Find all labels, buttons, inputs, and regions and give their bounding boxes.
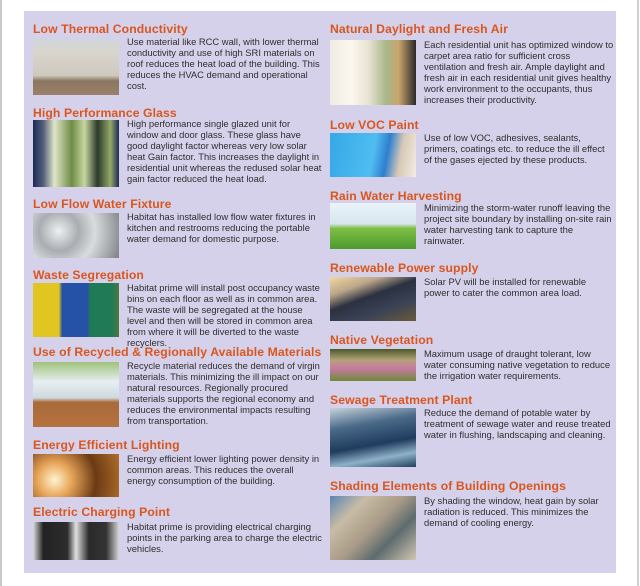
- paint-roller-photo: [330, 133, 416, 177]
- open-window-photo: [330, 40, 416, 105]
- feature-description: Use of low VOC, adhesives, sealants, primers, coatings etc. to reduce the ill effect of the gases ejected by these products.: [424, 132, 605, 165]
- feature-title: Electric Charging Point: [33, 505, 171, 519]
- feature-description: Maximum usage of draught tolerant, low water consuming native vegetation to reduce the irrigation water requirements.: [424, 348, 611, 381]
- left-border: [0, 0, 2, 586]
- feature-title: Use of Recycled & Regionally Available Materials: [33, 345, 322, 359]
- feature-description: Use material like RCC wall, with lower thermal conductivity and use of high SRI materials on roof reduces the heat load of the building. This reduces the HVAC demand and operational cost.: [127, 36, 320, 91]
- feature-title: Rain Water Harvesting: [330, 189, 462, 203]
- water-tap-photo: [33, 213, 119, 258]
- feature-description: Each residential unit has optimized window to carpet area ratio for sufficient cross ventilation and fresh air. Ample daylight and fresh air in each residential unit gives healthy work environment to the occupants, thus increases their productivity.: [424, 39, 614, 105]
- feature-title: Low Flow Water Fixture: [33, 197, 172, 211]
- feature-title: Energy Efficient Lighting: [33, 438, 180, 452]
- concrete-wall-photo: [33, 39, 119, 95]
- feature-description: Energy efficient lower lighting power density in common areas. This reduces the overall energy consumption of the building.: [127, 453, 320, 486]
- feature-title: Low Thermal Conductivity: [33, 22, 188, 36]
- feature-title: Shading Elements of Building Openings: [330, 479, 566, 493]
- waste-bins-photo: [33, 283, 119, 337]
- feature-description: Recycle material reduces the demand of virgin materials. This minimizing the ill impact on our natural resources. Regionally procured materials supports the regional economy and reduces the environmental impacts resulting from transportation.: [127, 360, 320, 426]
- right-border: [637, 0, 639, 586]
- solar-panels-photo: [330, 277, 416, 321]
- feature-description: Habitat prime will install post occupancy waste bins on each floor as well as in common area. The waste will be segregated at the house level and then will be stored in common area from where it will be diverted to the waste recyclers.: [127, 282, 320, 348]
- feature-title: Renewable Power supply: [330, 261, 479, 275]
- feature-description: By shading the window, heat gain by solar radiation is reduced. This minimizes the demand of cooling energy.: [424, 495, 599, 528]
- feature-title: Natural Daylight and Fresh Air: [330, 22, 508, 36]
- feature-title: Native Vegetation: [330, 333, 434, 347]
- sewage-plant-photo: [330, 408, 416, 467]
- feature-description: Reduce the demand of potable water by treatment of sewage water and reuse treated water in flushing, landscaping and cleaning.: [424, 407, 611, 440]
- rainwater-diagram: [330, 203, 416, 249]
- light-bulbs-photo: [33, 454, 119, 497]
- feature-description: Habitat has installed low flow water fixtures in kitchen and restrooms reducing the portable water demand for domestic purpose.: [127, 211, 316, 244]
- feature-description: Solar PV will be installed for renewable power to cater the common area load.: [424, 276, 587, 298]
- feature-title: Sewage Treatment Plant: [330, 393, 473, 407]
- recycled-bottles-photo: [33, 362, 119, 427]
- feature-description: Minimizing the storm-water runoff leaving the project site boundary by installing on-site rain water harvesting tank to capture the rainwater.: [424, 202, 612, 246]
- feature-description: High performance single glazed unit for window and door glass. These glass have good daylight factor whereas very low solar heat Gain factor. This increases the daylight in residential unit whereas the redused solar heat gain factor reduced the heat load.: [127, 118, 322, 184]
- native-plants-photo: [330, 349, 416, 381]
- feature-title: High Performance Glass: [33, 106, 177, 120]
- feature-title: Waste Segregation: [33, 268, 144, 282]
- feature-title: Low VOC Paint: [330, 118, 419, 132]
- glass-window-photo: [33, 120, 119, 187]
- feature-description: Habitat prime is providing electrical charging points in the parking area to charge the electric vehicles.: [127, 521, 322, 554]
- building-shading-photo: [330, 496, 416, 560]
- ev-charger-photo: [33, 522, 119, 560]
